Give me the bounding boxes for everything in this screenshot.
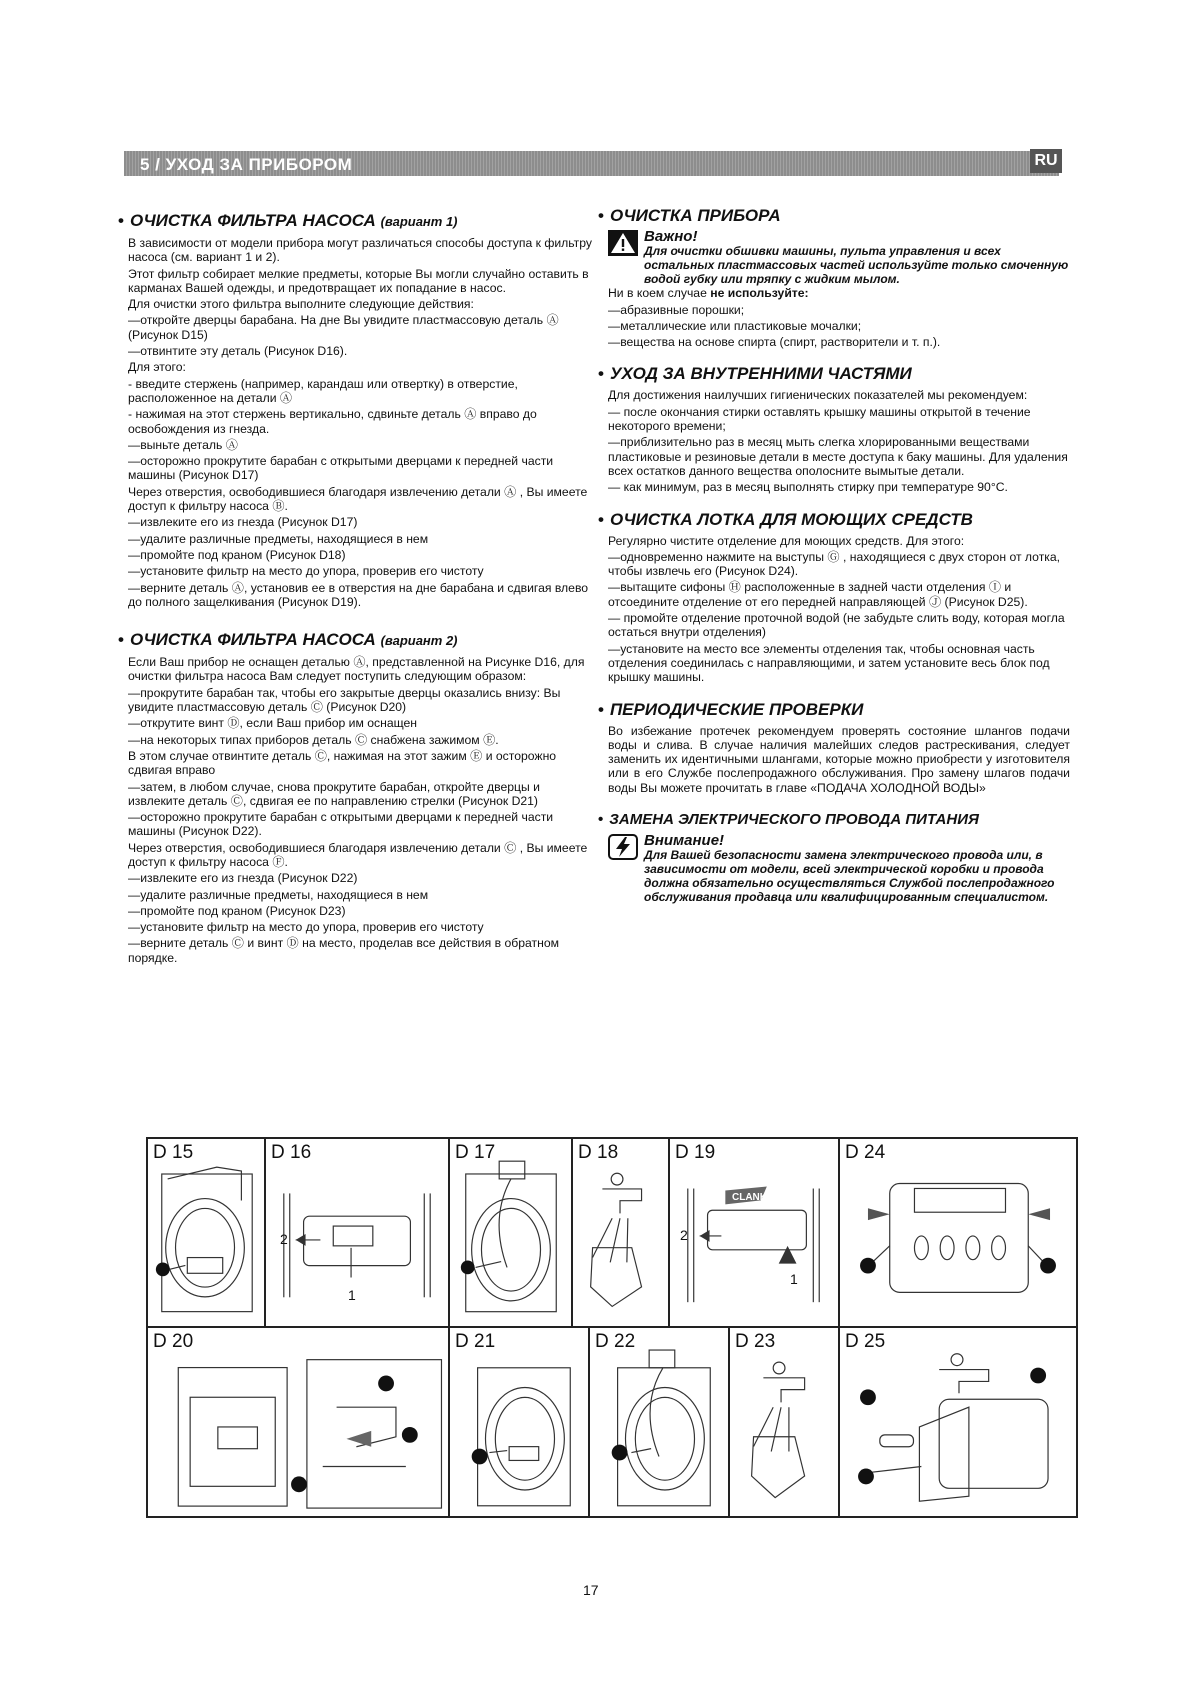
step: —установите фильтр на место до упора, проверив его чистоту — [128, 564, 484, 579]
figures-panel — [146, 1137, 1078, 1518]
marker-j-icon — [1030, 1368, 1046, 1384]
step: —установите фильтр на место до упора, проверив его чистоту — [128, 920, 484, 935]
step: —удалите различные предметы, находящиеся в нем — [128, 531, 429, 546]
marker-g-icon — [860, 1258, 876, 1274]
figure-label: D 22 — [595, 1331, 636, 1352]
important-text: Для очистки обшивки машины, пульта управления и всех остальных пластмассовых частей используйте только смоченную водой губку или тряпку с жидким мылом. — [644, 244, 1069, 287]
figure-label: D 17 — [455, 1142, 496, 1163]
internal-care-heading: • УХОД ЗА ВНУТРЕННИМИ ЧАСТЯМИ — [598, 363, 1070, 385]
paragraph: Ни в коем случае не используйте: — [608, 286, 809, 301]
important-heading: Важно! — [644, 228, 698, 245]
figure-d15 — [147, 1138, 265, 1327]
marker-c-icon — [472, 1449, 488, 1465]
step: —одновременно нажмите на выступы Ⓖ , находящиеся с двух сторон от лотка, чтобы извлечь его (Рисунок D24). — [608, 549, 1061, 579]
power-cord-heading: • ЗАМЕНА ЭЛЕКТРИЧЕСКОГО ПРОВОДА ПИТАНИЯ — [598, 809, 1070, 831]
pump-filter-v2-heading: • ОЧИСТКА ФИЛЬТРА НАСОСА (вариант 2) — [118, 629, 598, 652]
marker-c-icon — [291, 1476, 307, 1492]
paragraph: В зависимости от модели прибора могут различаться способы доступа к фильтру насоса (см. вариант 1 и 2). — [128, 236, 593, 265]
figure-d17 — [449, 1138, 572, 1327]
step: —вытащите сифоны Ⓗ расположенные в задней части отделения Ⓘ и отсоедините отделение от его передней направляющей Ⓙ (Рисунок D25). — [608, 580, 1028, 609]
step: —промойте под краном (Рисунок D18) — [128, 547, 346, 562]
marker-f-icon — [612, 1445, 628, 1461]
language-badge: RU — [1030, 149, 1062, 173]
important-notice — [608, 230, 1070, 286]
step: —установите на место все элементы отделения так, чтобы основная часть отделения соединилась с направляющими, и затем установите весь блок под крышку машины. — [608, 641, 1050, 685]
step: —удалите различные предметы, находящиеся в нем — [128, 887, 429, 902]
paragraph: Этот фильтр собирает мелкие предметы, которые Вы могли случайно оставить в карманах Вашей одежды, и предотвращает их попадание в насос. — [128, 266, 589, 295]
step: —на некоторых типах приборов деталь Ⓒ снабжена зажимом Ⓔ. — [128, 732, 499, 747]
marker-b-icon — [461, 1261, 475, 1275]
step: —отвинтите эту деталь (Рисунок D16). — [128, 344, 348, 359]
marker-i-icon — [858, 1469, 874, 1485]
list-item: —металлические или пластиковые мочалки; — [608, 318, 862, 333]
left-column — [128, 210, 598, 967]
list-item: —приблизительно раз в месяц мыть слегка хлорированными веществами пластиковые и резиновые детали в месте доступа к баку машины. Для удаления всех остатков данного вещества ополосните вымытые детали. — [608, 435, 1068, 478]
figure-d18 — [572, 1138, 669, 1327]
detergent-tray-heading: • ОЧИСТКА ЛОТКА ДЛЯ МОЮЩИХ СРЕДСТВ — [598, 509, 1070, 531]
figure-label: D 18 — [578, 1142, 619, 1163]
list-item: —абразивные порошки; — [608, 302, 745, 317]
step: —откройте дверцы барабана. На дне Вы увидите пластмассовую деталь Ⓐ (Рисунок D15) — [128, 313, 559, 342]
paragraph: Во избежание протечек рекомендуем проверять состояние шлангов подачи воды и слива. В случае наличия малейших следов растрескивания, следует заменить их идентичными шлангами, которые можно приобрести у изготовителя или в его Службе послепродажного обслуживания. Про замену шлагов подачи воды Вы можете прочитать в главе «ПОДАЧА ХОЛОДНОЙ ВОДЫ» — [608, 723, 1070, 795]
step: —извлеките его из гнезда (Рисунок D17) — [128, 515, 358, 530]
pump-filter-v1-heading: • ОЧИСТКА ФИЛЬТРА НАСОСА (вариант 1) — [118, 210, 598, 233]
step: —выньте деталь Ⓐ — [128, 437, 238, 452]
section-title: 5 / УХОД ЗА ПРИБОРОМ — [140, 155, 353, 174]
figure-label: D 24 — [845, 1142, 886, 1163]
attention-notice — [608, 834, 1070, 904]
figure-d25 — [839, 1327, 1077, 1517]
step: —прокрутите барабан так, чтобы его закрытые дверцы оказались внизу: Вы увидите пластмассовую деталь Ⓒ (Рисунок D20) — [128, 685, 561, 715]
attention-heading: Внимание! — [644, 832, 725, 850]
cleaning-appliance-heading: • ОЧИСТКА ПРИБОРА — [598, 205, 1070, 227]
marker-e-icon — [378, 1375, 394, 1391]
step: - введите стержень (например, карандаш или отвертку) в отверстие, расположенное на детали Ⓐ — [128, 376, 518, 405]
list-item: — после окончания стирки оставлять крышку машины открытой в течение некоторого времени; — [608, 404, 1031, 434]
electric-hazard-icon — [608, 834, 638, 860]
figure-label: D 16 — [271, 1142, 312, 1163]
list-item: —вещества на основе спирта (спирт, растворители и т. п.). — [608, 335, 941, 350]
list-item: — как минимум, раз в месяц выполнять стирку при температуре 90°C. — [608, 480, 1008, 495]
marker-g-icon — [1040, 1258, 1056, 1274]
clank-label: CLANK — [732, 1192, 767, 1203]
paragraph: Регулярно чистите отделение для моющих средств. Для этого: — [608, 533, 965, 548]
marker-h-icon — [860, 1389, 876, 1405]
attention-text: Для Вашей безопасности замена электрического провода или, в зависимости от модели, всей электрической коробки и провода должна обязательно осуществляться Службой послепродажного обслуживания продавца или квалифицированным специалистом. — [644, 848, 1055, 905]
paragraph: Если Ваш прибор не оснащен деталью Ⓐ, представленной на Рисунке D16, для очистки фильтра насоса Вам следует поступить следующим образом: — [128, 655, 585, 684]
paragraph: Для очистки этого фильтра выполните следующие действия: — [128, 297, 474, 312]
figure-label: D 25 — [845, 1331, 886, 1352]
marker-a-icon — [156, 1262, 170, 1276]
step-number-1: 1 — [790, 1271, 798, 1287]
paragraph: Для этого: — [128, 360, 186, 375]
warning-icon — [608, 230, 638, 256]
step: —открутите винт Ⓓ, если Ваш прибор им оснащен — [128, 716, 417, 731]
figure-d23 — [729, 1327, 839, 1517]
paragraph: В этом случае отвинтите деталь Ⓒ, нажимая на этот зажим Ⓔ и осторожно сдвигая вправо — [128, 748, 557, 778]
right-column — [608, 205, 1070, 904]
step: - нажимая на этот стержень вертикально, сдвиньте деталь Ⓐ вправо до освобождения из гнезда. — [128, 407, 537, 436]
paragraph: Для достижения наилучших гигиенических показателей мы рекомендуем: — [608, 388, 1028, 403]
figure-d24 — [839, 1138, 1077, 1327]
figure-d19 — [669, 1138, 839, 1327]
marker-d-icon — [402, 1427, 418, 1443]
step: — промойте отделение проточной водой (не забудьте слить воду, которая могла остаться внутри отделения) — [608, 611, 1065, 640]
step: —извлеките его из гнезда (Рисунок D22) — [128, 871, 358, 886]
figure-label: D 19 — [675, 1142, 716, 1163]
paragraph: Через отверстия, освободившиеся благодаря извлечению детали Ⓒ , Вы имеете доступ к фильтру насоса Ⓕ. — [128, 840, 588, 869]
figure-label: D 20 — [153, 1331, 194, 1352]
figure-d21 — [449, 1327, 589, 1517]
periodic-checks-heading: • ПЕРИОДИЧЕСКИЕ ПРОВЕРКИ — [598, 699, 1070, 721]
step: —осторожно прокрутите барабан с открытыми дверцами к передней части машины (Рисунок D17) — [128, 454, 554, 483]
figure-d20 — [147, 1327, 449, 1517]
figure-label: D 21 — [455, 1331, 496, 1352]
step-number-1: 1 — [348, 1287, 356, 1303]
paragraph: Через отверстия, освободившиеся благодаря извлечению детали Ⓐ , Вы имеете доступ к фильтру насоса Ⓑ. — [128, 484, 588, 514]
step: —верните деталь Ⓐ, установив ее в отверстия на дне барабана и сдвигая влево до полного защелкивания (Рисунок D19). — [128, 580, 589, 609]
figure-label: D 23 — [735, 1331, 776, 1352]
figure-d22 — [589, 1327, 729, 1517]
step-number-2: 2 — [680, 1227, 688, 1243]
step: —промойте под краном (Рисунок D23) — [128, 903, 346, 918]
step-number-2: 2 — [280, 1231, 288, 1247]
step: —верните деталь Ⓒ и винт Ⓓ на место, проделав все действия в обратном порядке. — [128, 936, 559, 965]
step: —осторожно прокрутите барабан с открытыми дверцами к передней части машины (Рисунок D22). — [128, 810, 554, 839]
step: —затем, в любом случае, снова прокрутите барабан, откройте дверцы и извлеките деталь Ⓒ, сдвигая ее по направлению стрелки (Рисунок D21) — [128, 779, 540, 808]
page-number: 17 — [583, 1582, 599, 1598]
figure-label: D 15 — [153, 1142, 194, 1163]
figure-d16 — [265, 1138, 449, 1327]
